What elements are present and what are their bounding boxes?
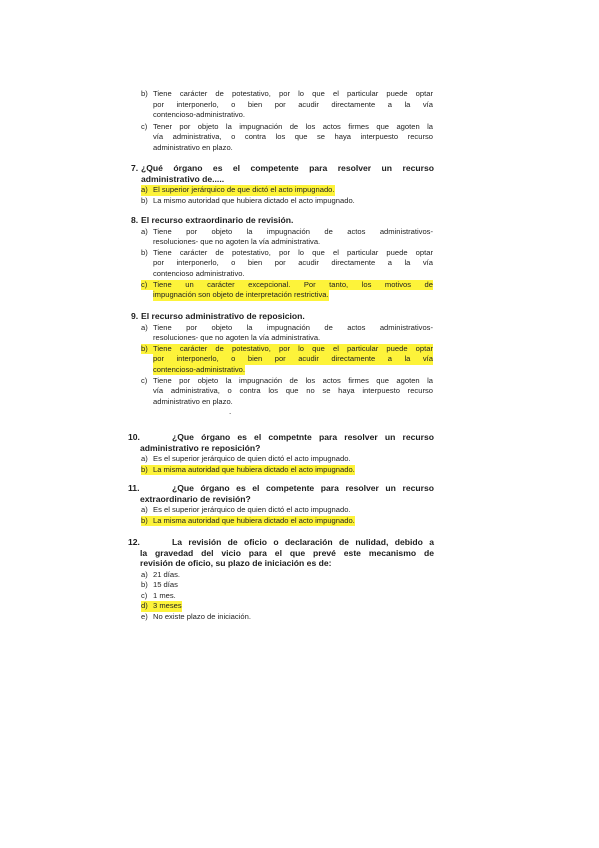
option-9-a (141, 323, 433, 344)
option-12-a (141, 570, 433, 581)
question-8 (131, 215, 434, 226)
question-number: 12. (128, 537, 140, 547)
option-12-e (141, 612, 433, 623)
option-text-line: administrativo en plazo. (153, 142, 233, 152)
option-letter: a) (141, 569, 148, 579)
option-text-line: Tiene por objeto la impugnación de actos administrativos- (153, 322, 433, 332)
question-number: 10. (128, 432, 140, 442)
option-text-line: Es el superior jerárquico de quien dictó el acto impugnado. (153, 454, 351, 463)
option-7-b (141, 196, 433, 207)
option-text-line: resoluciones- que no agoten la vía administrativa. (153, 237, 321, 247)
option-letter: b) (141, 247, 148, 257)
option-letter: c) (141, 280, 153, 291)
option-text-line: contencioso administrativo. (153, 268, 245, 278)
question-title-line: revisión de oficio, su plazo de iniciación es de: (140, 558, 332, 568)
question-title-line: La revisión de oficio o declaración de nulidad, debido a (172, 537, 434, 547)
option-letter: c) (141, 121, 148, 131)
option-11-a (141, 505, 433, 516)
option-8-c (141, 280, 433, 301)
option-text-line: por interponerlo, o bien por acudir directamente a la vía (153, 99, 433, 109)
option-text-line: 21 días. (153, 569, 181, 579)
option-text-line: Tiene por objeto la impugnación de los actos firmes que agoten la (153, 375, 433, 385)
option-text-line: contencioso-administrativo. (153, 364, 246, 374)
question-9 (131, 311, 434, 322)
option-letter: b) (141, 89, 148, 98)
option-letter: b) (141, 465, 153, 476)
question-7 (131, 163, 434, 184)
option-11-b (141, 516, 433, 527)
option-10-a (141, 454, 433, 465)
option-text-line: por interponerlo, o bien por acudir directamente a la vía (153, 258, 433, 268)
option-text-line: Tener por objeto la impugnación de los actos firmes que agoten la (153, 121, 433, 131)
option-12-d (141, 601, 433, 612)
question-title-line: El recurso extraordinario de revisión. (141, 215, 294, 225)
question-title-line: administrativo de..... (141, 173, 225, 184)
option-text-line: por interponerlo, o bien por acudir directamente a la vía (153, 354, 433, 364)
question-title-line: extraordinario de revisión? (140, 493, 251, 504)
option-text-line: Tiene por objeto la impugnación de actos administrativos- (153, 226, 433, 236)
question-title-line: El recurso administrativo de reposicion. (141, 311, 305, 321)
question-title-line: ¿Que órgano es el competnte para resolver un recurso (172, 432, 434, 442)
option-letter: b) (141, 195, 148, 205)
option-text-line: Tiene carácter de potestativo, por lo que el particular puede optar (153, 343, 433, 353)
option-text-line: Tiene un carácter excepcional. Por tanto, los motivos de (153, 279, 433, 289)
option-letter: b) (141, 344, 153, 355)
option-text-line: vía administrativa, o contra los que no se haya interpuesto recurso (153, 386, 433, 396)
option-text-line: 3 meses (153, 601, 182, 611)
option-letter: b) (141, 580, 148, 590)
question-number: 9. (131, 311, 139, 321)
stray-dot: . (229, 407, 232, 416)
option-12-c (141, 591, 433, 602)
option-letter: c) (141, 375, 148, 385)
option-text-line: No existe plazo de iniciación. (153, 611, 251, 621)
option-text-line: La misma autoridad que hubiera dictado el acto impugnado. (153, 464, 355, 474)
option-text-line: vía administrativa, o contra los que se haya interpuesto recurso (153, 132, 433, 142)
option-8-a (141, 227, 433, 248)
option-letter: a) (141, 185, 153, 196)
option-letter: d) (141, 601, 153, 612)
option-letter: c) (141, 590, 148, 600)
option-letter: a) (141, 505, 148, 514)
option-letter: a) (141, 322, 148, 332)
question-number: 11. (128, 483, 140, 493)
question-title-line: administrativo re reposición? (140, 442, 261, 453)
question-title-line: la gravedad del vicio para el que prevé este mecanismo de (140, 547, 434, 558)
carryover-option-c (141, 122, 433, 154)
option-text-line: Tiene carácter de potestativo, por lo que el particular puede optar (153, 247, 433, 257)
option-text-line: impugnación son objeto de interpretación restrictiva. (153, 290, 329, 300)
option-9-c (141, 376, 433, 408)
question-12 (128, 537, 434, 569)
option-text-line: 15 días (153, 580, 178, 590)
question-title-line: ¿Que órgano es el competente para resolver un recurso (172, 483, 434, 493)
question-title-line: ¿Qué órgano es el competente para resolver un recurso (141, 163, 434, 173)
option-letter: e) (141, 611, 148, 621)
option-text-line: La mismo autoridad que hubiera dictado el acto impugnado. (153, 195, 355, 205)
option-text-line: administrativo en plazo. (153, 396, 233, 406)
option-10-b (141, 465, 433, 476)
question-number: 8. (131, 215, 139, 225)
option-text-line: El superior jerárquico de que dictó el acto impugnado. (153, 185, 335, 194)
option-text-line: resoluciones- que no agoten la vía administrativa. (153, 333, 321, 343)
option-letter: b) (141, 516, 153, 527)
carryover-option-b (141, 89, 433, 121)
option-text-line: Es el superior jerárquico de quien dictó el acto impugnado. (153, 505, 351, 514)
question-11 (128, 483, 434, 504)
option-text-line: Tiene carácter de potestativo, por lo que el particular puede optar (153, 89, 433, 98)
question-number: 7. (131, 163, 139, 173)
question-10 (128, 432, 434, 453)
option-text-line: La misma autoridad que hubiera dictado el acto impugnado. (153, 515, 355, 525)
option-9-b (141, 344, 433, 376)
option-letter: a) (141, 226, 148, 236)
option-7-a (141, 185, 433, 196)
option-text-line: contencioso-administrativo. (153, 110, 246, 120)
option-text-line: 1 mes. (153, 590, 176, 600)
option-8-b (141, 248, 433, 280)
option-letter: a) (141, 454, 148, 463)
option-12-b (141, 580, 433, 591)
